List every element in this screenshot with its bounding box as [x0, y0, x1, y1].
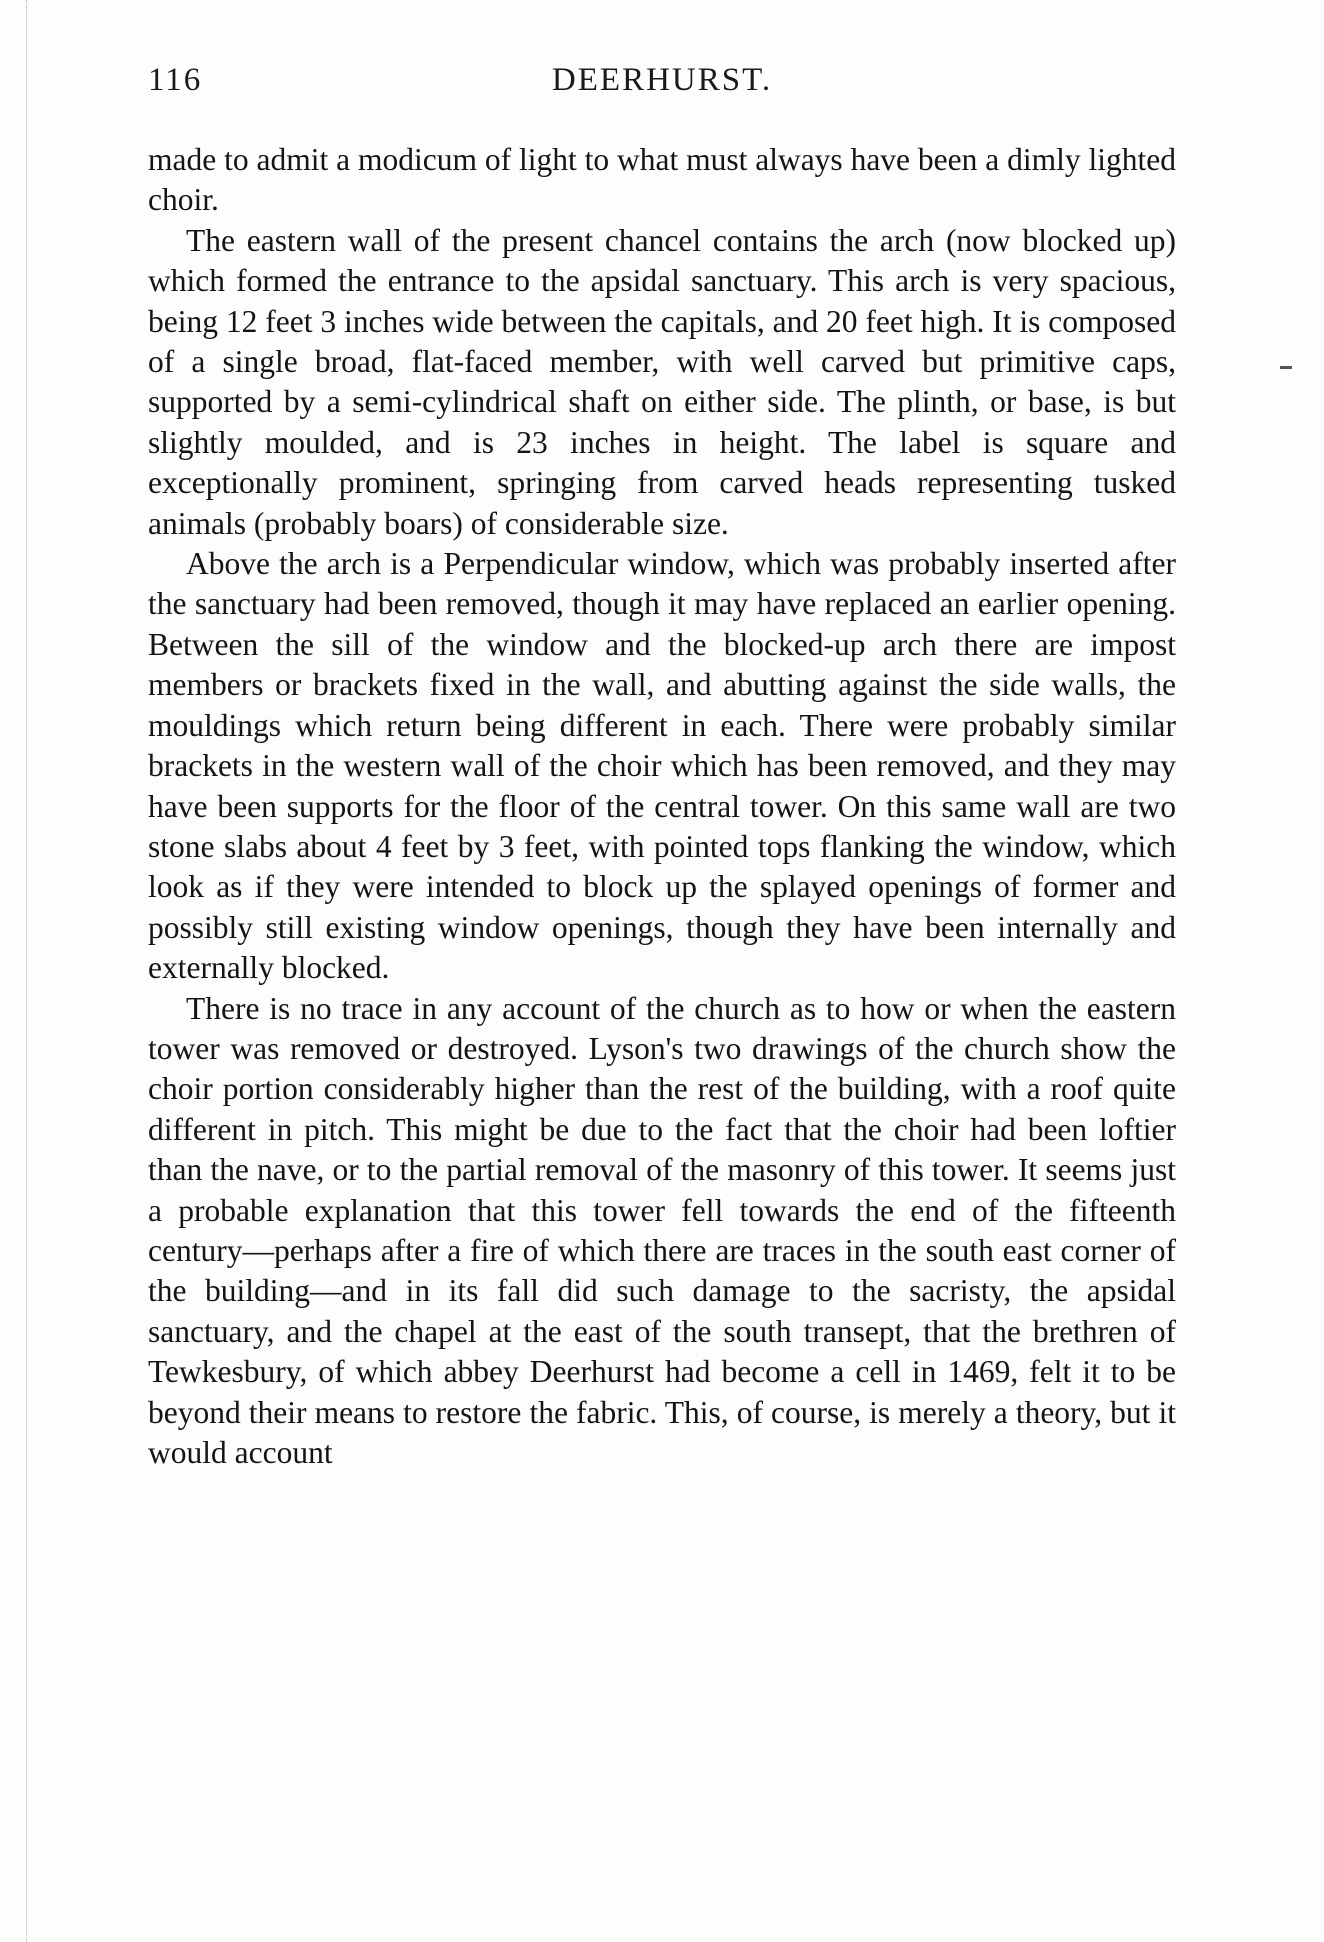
- paragraph-continued: made to admit a modicum of light to what must always have been a dimly lighted choir.: [148, 142, 1176, 218]
- paragraph-eastern-tower: There is no trace in any account of the church as to how or when the eastern tower was removed or destroyed. Lyson's two drawings of the church show the choir portion considerably higher than the rest of the building, with a roof quite different in pitch. This might be due to the fact that the choir had been loftier than the nave, or to the partial removal of the masonry of this tower. It seems just a probable explanation that this tower fell towards the end of the fifteenth century—perhaps after a fire of which there are traces in the south east corner of the building—and in its fall did such damage to the sacristy, the apsidal sanctuary, and the chapel at the east of the south transept, that the brethren of Tewkesbury, of which abbey Deerhurst had become a cell in 1469, felt it to be beyond their means to restore the fabric. This, of course, is merely a theory, but it would account: [148, 990, 1176, 1470]
- gutter-line: [26, 0, 27, 1942]
- paragraph-eastern-wall: The eastern wall of the present chancel contains the arch (now blocked up) which formed the entrance to the apsidal sanctuary. This arch is very spacious, being 12 feet 3 inches wide between the capitals, and 20 feet high. It is composed of a single broad, flat-faced member, with well carved but primitive caps, supported by a semi-cylindrical shaft on either side. The plinth, or base, is but slightly moulded, and is 23 inches in height. The label is square and exceptionally prominent, springing from carved heads representing tusked animals (probably boars) of considerable size.: [148, 222, 1176, 541]
- margin-mark: [1280, 366, 1292, 369]
- paragraph-perpendicular-window: Above the arch is a Perpendicular window, which was probably inserted after the sanctuary had been removed, though it may have replaced an earlier opening. Between the sill of the window and the blocked-up arch there are impost members or brackets fixed in the wall, and abutting against the side walls, the mouldings which return being different in each. There were probably similar brackets in the western wall of the choir which has been removed, and they may have been supports for the floor of the central tower. On this same wall are two stone slabs about 4 feet by 3 feet, with pointed tops flanking the window, which look as if they were intended to block up the splayed openings of former and possibly still existing window openings, though they have been internally and externally blocked.: [148, 546, 1176, 986]
- running-head: DEERHURST.: [551, 62, 773, 98]
- body-text: [148, 140, 1176, 1473]
- page-header: [148, 62, 1176, 106]
- page-number: 116: [148, 62, 203, 98]
